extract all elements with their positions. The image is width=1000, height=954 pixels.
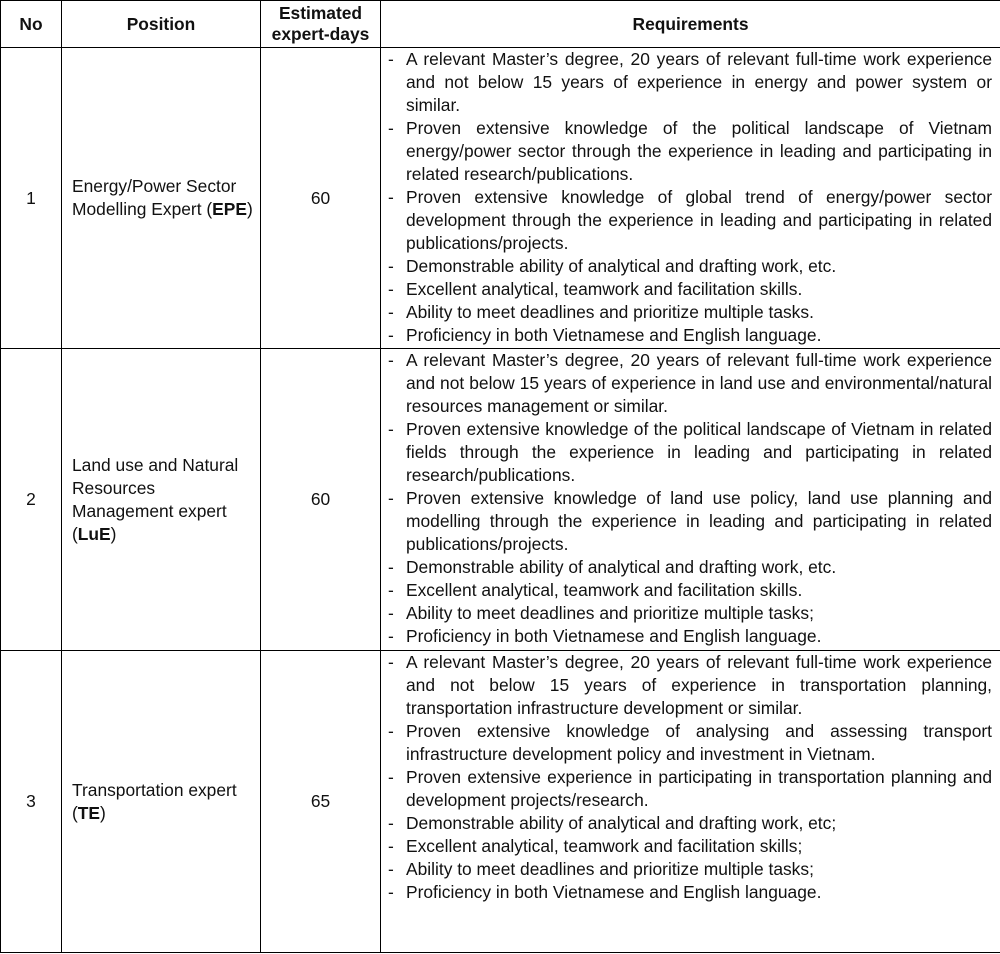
requirements-cell — [381, 349, 1000, 651]
position-paren-close: ) — [246, 199, 253, 219]
requirements-list — [385, 349, 992, 648]
header-position: Position — [62, 1, 261, 48]
requirement-item: - Demonstrable ability of analytical and drafting work, etc. — [385, 556, 992, 579]
requirement-item: - Demonstrable ability of analytical and drafting work, etc. — [385, 255, 992, 278]
requirement-item: - Proven extensive knowledge of the political landscape of Vietnam energy/power sector through the experience in leading and participating in related research/publications. — [385, 117, 992, 186]
position-paren-close: ) — [100, 802, 106, 823]
requirements-cell — [381, 48, 1000, 349]
requirement-item: - Proven extensive knowledge of the political landscape of Vietnam in related fields through the experience in leading and participating in related research/publications. — [385, 418, 992, 487]
requirement-item: - Excellent analytical, teamwork and facilitation skills. — [385, 579, 992, 602]
requirement-item: - Proficiency in both Vietnamese and English language. — [385, 324, 992, 347]
requirement-item: - Proficiency in both Vietnamese and English language. — [385, 881, 992, 904]
row-number: 1 — [1, 48, 62, 349]
requirements-list — [385, 651, 992, 904]
requirement-item: - Proven extensive knowledge of analysing and assessing transport infrastructure development policy and investment in Vietnam. — [385, 720, 992, 766]
requirement-item: - Demonstrable ability of analytical and drafting work, etc; — [385, 812, 992, 835]
requirement-item: - A relevant Master’s degree, 20 years of relevant full-time work experience and not below 15 years of experience in energy and power system or similar. — [385, 48, 992, 117]
header-no: No — [1, 1, 62, 48]
position-abbreviation: EPE — [212, 199, 247, 219]
requirement-item: - Ability to meet deadlines and prioritize multiple tasks; — [385, 858, 992, 881]
table-row — [1, 349, 1000, 651]
position-cell — [62, 651, 261, 953]
header-estimated-expert-days: Estimated expert-days — [261, 1, 381, 48]
requirement-item: - A relevant Master’s degree, 20 years of relevant full-time work experience and not below 15 years of experience in transportation planning, transportation infrastructure development or similar. — [385, 651, 992, 720]
expert-days-value: 60 — [261, 48, 381, 349]
requirement-item: - A relevant Master’s degree, 20 years of relevant full-time work experience and not below 15 years of experience in land use and environmental/natural resources management or similar. — [385, 349, 992, 418]
row-number: 2 — [1, 349, 62, 651]
position-abbreviation: TE — [77, 802, 101, 823]
position-abbreviation: LuE — [77, 523, 111, 544]
table-row — [1, 651, 1000, 953]
requirement-item: - Ability to meet deadlines and prioritize multiple tasks. — [385, 301, 992, 324]
expert-days-value: 60 — [261, 349, 381, 651]
requirement-item: - Proven extensive knowledge of global trend of energy/power sector development through the experience in leading and participating in related publications/projects. — [385, 186, 992, 255]
requirement-item: - Excellent analytical, teamwork and facilitation skills; — [385, 835, 992, 858]
requirements-list — [385, 48, 992, 347]
position-name: Land use and Natural Resources Management expert ( — [72, 454, 239, 544]
position-cell — [62, 48, 261, 349]
header-requirements: Requirements — [381, 1, 1000, 48]
table-row — [1, 48, 1000, 349]
requirements-cell — [381, 651, 1000, 953]
requirement-item: - Excellent analytical, teamwork and facilitation skills. — [385, 278, 992, 301]
position-paren-close: ) — [110, 523, 117, 544]
position-cell — [62, 349, 261, 651]
position-name: Transportation expert ( — [72, 779, 237, 823]
requirement-item: - Ability to meet deadlines and prioritize multiple tasks; — [385, 602, 992, 625]
position-name: Energy/Power Sector Modelling Expert ( — [72, 176, 237, 219]
requirement-item: - Proficiency in both Vietnamese and English language. — [385, 625, 992, 648]
requirement-item: - Proven extensive knowledge of land use policy, land use planning and modelling through the experience in leading and participating in related publications/projects. — [385, 487, 992, 556]
row-number: 3 — [1, 651, 62, 953]
header-row — [1, 1, 1000, 48]
requirement-item: - Proven extensive experience in participating in transportation planning and development projects/research. — [385, 766, 992, 812]
expert-days-value: 65 — [261, 651, 381, 953]
